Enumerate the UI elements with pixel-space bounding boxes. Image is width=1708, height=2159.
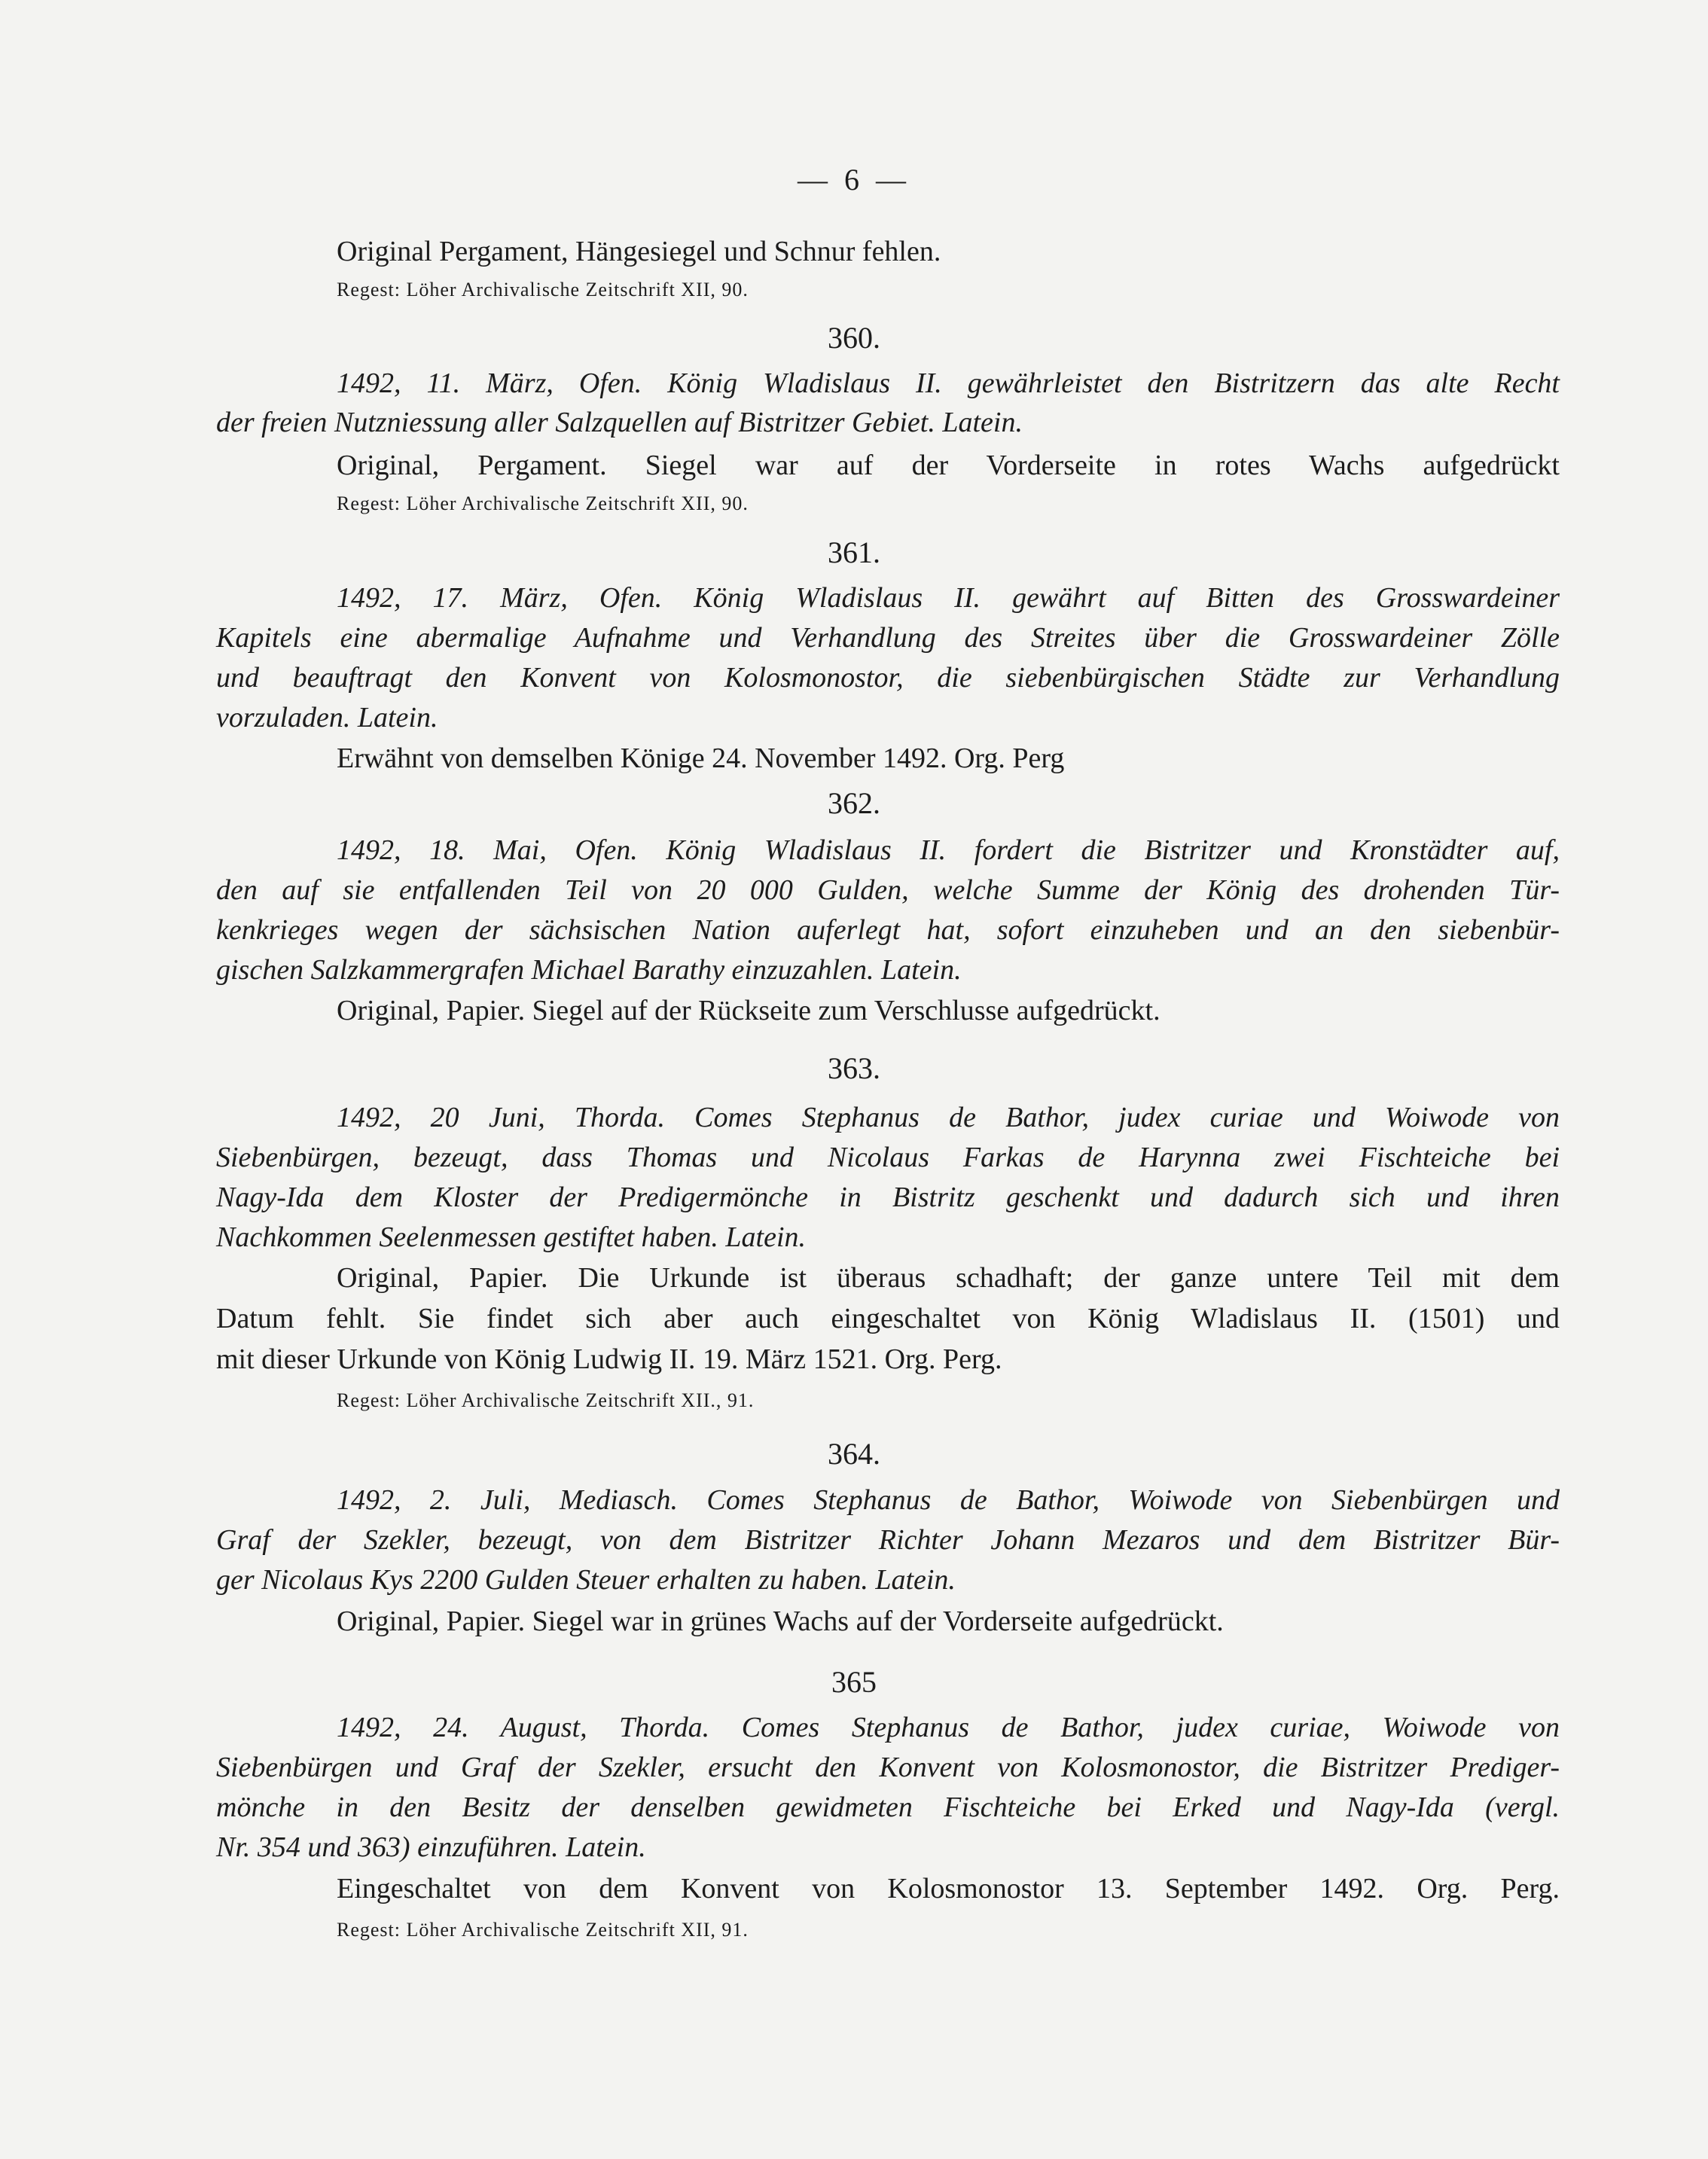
entry-number: 364. — [828, 1437, 880, 1471]
entry-text-line: 1492, 11. März, Ofen. König Wladislaus II. gewährleistet den Bistritzern das alte Recht — [337, 367, 1560, 399]
entry-text-line: Siebenbürgen, bezeugt, dass Thomas und Nicolaus Farkas de Harynna zwei Fischteiche bei — [216, 1142, 1560, 1173]
entry-number: 363. — [828, 1051, 880, 1085]
entry-text-line: den auf sie entfallenden Teil von 20 000 Gulden, welche Summe der König des drohenden Tür- — [216, 874, 1560, 906]
entry-text-line: 1492, 18. Mai, Ofen. König Wladislaus II. fordert die Bistritzer und Kronstädter auf, — [337, 834, 1560, 866]
entry-text-line: gischen Salzkammergrafen Michael Barathy einzuzahlen. Latein. — [216, 954, 962, 986]
entry-note-line: Datum fehlt. Sie findet sich aber auch eingeschaltet von König Wladislaus II. (1501) und — [216, 1303, 1560, 1334]
regest-line: Regest: Löher Archivalische Zeitschrift XII., 91. — [337, 1389, 755, 1411]
entry-number: 360. — [828, 321, 880, 355]
entry-text-line: Nagy-Ida dem Kloster der Predigermönche in Bistritz geschenkt und dadurch sich und ihren — [216, 1182, 1560, 1213]
entry-note: Erwähnt von demselben Könige 24. November 1492. Org. Perg — [337, 743, 1065, 774]
entry-text-line: 1492, 2. Juli, Mediasch. Comes Stephanus de Bathor, Woiwode von Siebenbürgen und — [337, 1484, 1560, 1516]
entry-text-line: 1492, 24. August, Thorda. Comes Stephanus de Bathor, judex curiae, Woiwode von — [337, 1712, 1560, 1743]
entry-text-line: ger Nicolaus Kys 2200 Gulden Steuer erhalten zu haben. Latein. — [216, 1564, 956, 1596]
entry-note: Original Pergament, Hängesiegel und Schnur fehlen. — [337, 236, 941, 267]
entry-text-line: Nachkommen Seelenmessen gestiftet haben. Latein. — [216, 1221, 807, 1253]
entry-text-line: Nr. 354 und 363) einzuführen. Latein. — [216, 1831, 646, 1863]
entry-text-line: vorzuladen. Latein. — [216, 702, 438, 733]
entry-text-line: Graf der Szekler, bezeugt, von dem Bistritzer Richter Johann Mezaros und dem Bistritzer Bür- — [216, 1524, 1560, 1556]
entry-text-line: mönche in den Besitz der denselben gewidmeten Fischteiche bei Erked und Nagy-Ida (vergl. — [216, 1792, 1560, 1823]
entry-note: Original, Pergament. Siegel war auf der Vorderseite in rotes Wachs aufgedrückt — [337, 450, 1560, 481]
entry-text-line: Siebenbürgen und Graf der Szekler, ersucht den Konvent von Kolosmonostor, die Bistritzer Prediger- — [216, 1752, 1560, 1783]
entry-note-line: mit dieser Urkunde von König Ludwig II. 19. März 1521. Org. Perg. — [216, 1343, 1002, 1375]
entry-note: Original, Papier. Siegel war in grünes Wachs auf der Vorderseite aufgedrückt. — [337, 1606, 1224, 1637]
entry-number: 365 — [831, 1665, 877, 1699]
entry-text-line: und beauftragt den Konvent von Kolosmonostor, die siebenbürgischen Städte zur Verhandlung — [216, 662, 1560, 694]
entry-text-line: kenkrieges wegen der sächsischen Nation auferlegt hat, sofort einzuheben und an den siebenbür- — [216, 914, 1560, 946]
entry-text-line: 1492, 17. März, Ofen. König Wladislaus II. gewährt auf Bitten des Grosswardeiner — [337, 582, 1560, 614]
entry-text-line: der freien Nutzniessung aller Salzquellen auf Bistritzer Gebiet. Latein. — [216, 407, 1023, 438]
page-number: — 6 — — [798, 163, 910, 197]
entry-number: 361. — [828, 535, 880, 569]
entry-number: 362. — [828, 786, 880, 820]
entry-text-line: 1492, 20 Juni, Thorda. Comes Stephanus de Bathor, judex curiae und Woiwode von — [337, 1102, 1560, 1133]
entry-text-line: Kapitels eine abermalige Aufnahme und Verhandlung des Streites über die Grosswardeiner Zölle — [216, 622, 1560, 654]
regest-line: Regest: Löher Archivalische Zeitschrift XII, 90. — [337, 492, 749, 514]
entry-note: Eingeschaltet von dem Konvent von Kolosmonostor 13. September 1492. Org. Perg. — [337, 1873, 1560, 1904]
regest-line: Regest: Löher Archivalische Zeitschrift XII, 91. — [337, 1919, 749, 1941]
regest-line: Regest: Löher Archivalische Zeitschrift XII, 90. — [337, 279, 749, 300]
entry-note: Original, Papier. Siegel auf der Rückseite zum Verschlusse aufgedrückt. — [337, 995, 1161, 1026]
entry-note-line: Original, Papier. Die Urkunde ist überaus schadhaft; der ganze untere Teil mit dem — [337, 1262, 1560, 1294]
